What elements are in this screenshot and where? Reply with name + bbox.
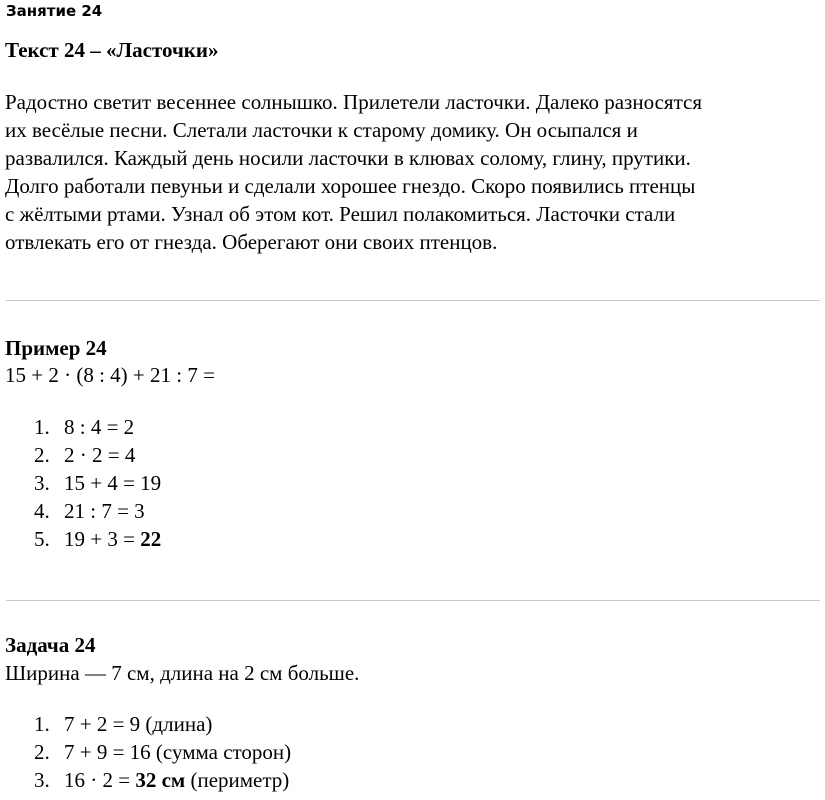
paragraph-line: отвлекать его от гнезда. Оберегают они своих птенцов. xyxy=(5,230,498,254)
task-condition: Ширина — 7 см, длина на 2 см больше. xyxy=(5,661,360,685)
step-expression: 16 · 2 = 32 см (периметр) xyxy=(64,768,290,792)
paragraph-line: развалился. Каждый день носили ласточки в клювах солому, глину, прутики. xyxy=(5,146,691,170)
step-expression: 19 + 3 = 22 xyxy=(64,527,162,551)
text-title: Текст 24 – «Ласточки» xyxy=(5,38,219,62)
step-number: 1. xyxy=(34,415,50,439)
lesson-label: Занятие 24 xyxy=(6,2,103,20)
section-divider xyxy=(6,600,820,601)
step-number: 3. xyxy=(34,768,50,792)
step-number: 2. xyxy=(34,443,50,467)
step-expression: 8 : 4 = 2 xyxy=(64,415,135,439)
step-expression: 7 + 2 = 9 (длина) xyxy=(64,712,213,736)
step-number: 3. xyxy=(34,471,50,495)
paragraph-line: с жёлтыми ртами. Узнал об этом кот. Решил полакомиться. Ласточки стали xyxy=(5,202,676,226)
answer-value: 22 xyxy=(140,527,162,551)
step-number: 2. xyxy=(34,740,50,764)
step-expression: 15 + 4 = 19 xyxy=(64,471,162,495)
task-title: Задача 24 xyxy=(5,633,96,657)
step-number: 4. xyxy=(34,499,50,523)
paragraph-line: Радостно светит весеннее солнышко. Прилетели ласточки. Далеко разносятся xyxy=(5,90,702,114)
section-divider xyxy=(6,300,820,301)
example-title: Пример 24 xyxy=(5,336,107,360)
step-number: 5. xyxy=(34,527,50,551)
text-paragraph xyxy=(5,88,820,256)
step-expression: 21 : 7 = 3 xyxy=(64,499,145,523)
step-expression: 7 + 9 = 16 (сумма сторон) xyxy=(64,740,292,764)
paragraph-line: их весёлые песни. Слетали ласточки к старому домику. Он осыпался и xyxy=(5,118,638,142)
paragraph-line: Долго работали певуньи и сделали хорошее гнездо. Скоро появились птенцы xyxy=(5,174,696,198)
step-expression: 2 · 2 = 4 xyxy=(64,443,136,467)
answer-value: 32 см xyxy=(135,768,186,792)
step-number: 1. xyxy=(34,712,50,736)
example-expression: 15 + 2 · (8 : 4) + 21 : 7 = xyxy=(5,363,215,387)
